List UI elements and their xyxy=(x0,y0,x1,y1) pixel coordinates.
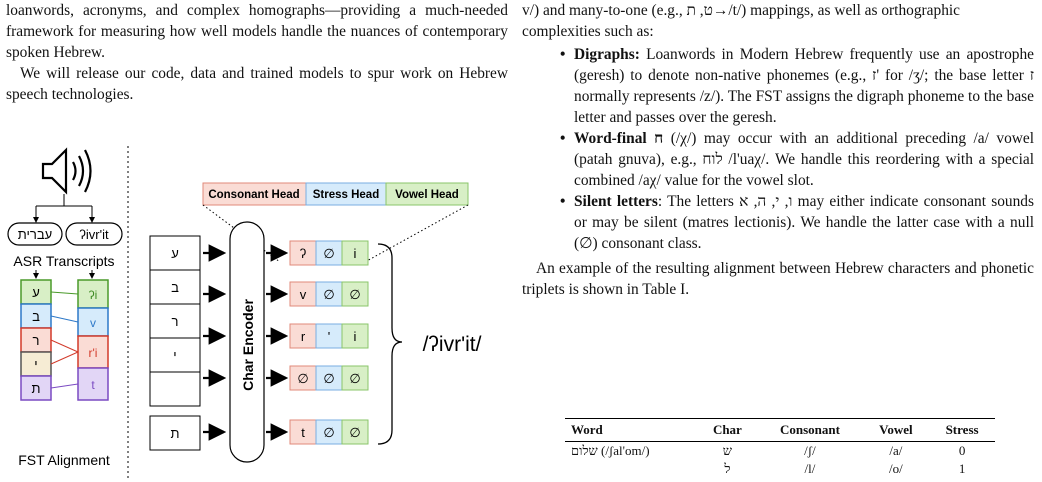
input-char: ע xyxy=(171,246,179,261)
fst-char: ר xyxy=(32,333,40,348)
input-char: ר xyxy=(171,314,179,329)
vowel-cell: ∅ xyxy=(349,287,361,302)
fst-char: ת xyxy=(31,381,41,396)
cell: 1 xyxy=(958,461,966,476)
fst-char: י xyxy=(34,357,38,372)
cell: ל xyxy=(724,461,731,476)
triplet-row xyxy=(290,282,368,306)
consonant-cell: r xyxy=(300,329,306,344)
consonant-head: Consonant Head xyxy=(208,189,300,201)
fst-char-column xyxy=(21,280,51,400)
left-column xyxy=(6,0,508,105)
fst-phone: v xyxy=(90,316,96,330)
triplet-grid xyxy=(290,241,368,444)
alignment-table xyxy=(565,418,995,478)
input-char: י xyxy=(173,348,177,363)
col-word: Word xyxy=(565,419,697,442)
fst-label: FST Alignment xyxy=(18,452,110,468)
char-encoder-label: Char Encoder xyxy=(240,299,256,391)
speaker-icon xyxy=(43,150,91,192)
consonant-cell: v xyxy=(299,287,307,302)
cell: /a/ xyxy=(889,443,903,458)
table-row xyxy=(565,442,995,461)
fst-phone: t xyxy=(91,378,95,392)
cell: /l/ xyxy=(804,461,816,476)
fst-char: ע xyxy=(32,285,40,300)
table-row xyxy=(565,460,995,478)
left-paragraph-1: loanwords, acronyms, and complex homographs—providing a much-needed framework for measuring how well models handle the nuances of contemporary spoken Hebrew. xyxy=(6,2,508,61)
consonant-cell: ʔ xyxy=(299,246,307,261)
triplet-row xyxy=(290,324,368,348)
fst-phone-column xyxy=(78,280,108,400)
cell: /o/ xyxy=(889,461,903,476)
col-stress: Stress xyxy=(929,419,995,442)
stress-cell: ∅ xyxy=(323,246,335,261)
stress-cell: ∅ xyxy=(323,287,335,302)
brace xyxy=(378,244,402,444)
cell: /ʃ/ xyxy=(804,443,816,458)
vowel-cell: ∅ xyxy=(349,425,361,440)
transcript-ipa: ʔivr'it xyxy=(79,227,109,242)
input-char-column xyxy=(150,236,200,450)
cell xyxy=(565,460,697,478)
output-ipa: /ʔivr'it/ xyxy=(422,333,482,356)
stress-cell: ∅ xyxy=(323,425,335,440)
bullet-body: : The letters ו, י, ה, א may either indicate consonant sounds or may be silent (matres lectionis). We handle the latter case with a null (∅) consonant class. xyxy=(574,193,1034,252)
triplet-row xyxy=(290,420,368,444)
right-column xyxy=(522,0,1034,300)
triplet-row xyxy=(290,241,368,265)
bullet-body: (/χ/) may occur with an additional preceding /a/ vowel (patah gnuva), e.g., לוח /l'uaχ/. We handle this reordering with a special combined /aχ/ value for the vowel slot. xyxy=(574,130,1034,189)
bullet-list xyxy=(522,44,1034,254)
bullet-body: Loanwords in Modern Hebrew frequently use an apostrophe (geresh) to denote non-native phonemes (e.g., ז' for /ʒ/; the base letter ז normally represents /z/). The FST assigns the digraph phoneme to the base letter and passes over the geresh. xyxy=(574,46,1034,126)
vowel-cell: i xyxy=(353,246,357,261)
bullet-word-final xyxy=(574,128,1034,191)
stress-cell: ' xyxy=(327,329,331,344)
fst-phone: ʔi xyxy=(88,288,98,302)
cell: 0 xyxy=(958,443,966,458)
input-char: ת xyxy=(170,426,180,441)
asr-label: ASR Transcripts xyxy=(13,253,115,269)
vowel-head: Vowel Head xyxy=(395,189,459,201)
bullet-title: Word-final ח xyxy=(574,130,664,147)
col-vowel: Vowel xyxy=(863,419,930,442)
col-consonant: Consonant xyxy=(757,419,862,442)
bullet-digraphs xyxy=(574,44,1034,128)
cell: ש xyxy=(722,443,732,458)
fst-char: ב xyxy=(32,309,40,324)
consonant-cell: t xyxy=(301,425,305,440)
left-paragraph-2: We will release our code, data and trained models to spur work on Hebrew speech technologies. xyxy=(6,65,508,103)
input-char: ב xyxy=(171,280,179,295)
transcript-hebrew: עברית xyxy=(17,227,53,242)
consonant-cell: ∅ xyxy=(297,371,309,386)
bullet-title: Digraphs: xyxy=(574,46,640,63)
bullet-silent-letters xyxy=(574,191,1034,254)
triplet-row xyxy=(290,366,368,390)
bullet-title: Silent letters xyxy=(574,193,658,210)
architecture-figure xyxy=(0,140,502,480)
fst-phone: r'i xyxy=(88,346,98,360)
stress-head: Stress Head xyxy=(312,189,380,201)
right-intro: v/) and many-to-one (e.g., ט, ת→/t/) mappings, as well as orthographic complexities such as: xyxy=(522,2,960,40)
table-header-row xyxy=(565,419,995,442)
vowel-cell: i xyxy=(353,329,357,344)
stress-cell: ∅ xyxy=(323,371,335,386)
cell: שלום (/ʃal'om/) xyxy=(571,443,650,458)
right-outro: An example of the resulting alignment between Hebrew characters and phonetic triplets is shown in Table I. xyxy=(522,260,1034,298)
col-char: Char xyxy=(697,419,757,442)
vowel-cell: ∅ xyxy=(349,371,361,386)
